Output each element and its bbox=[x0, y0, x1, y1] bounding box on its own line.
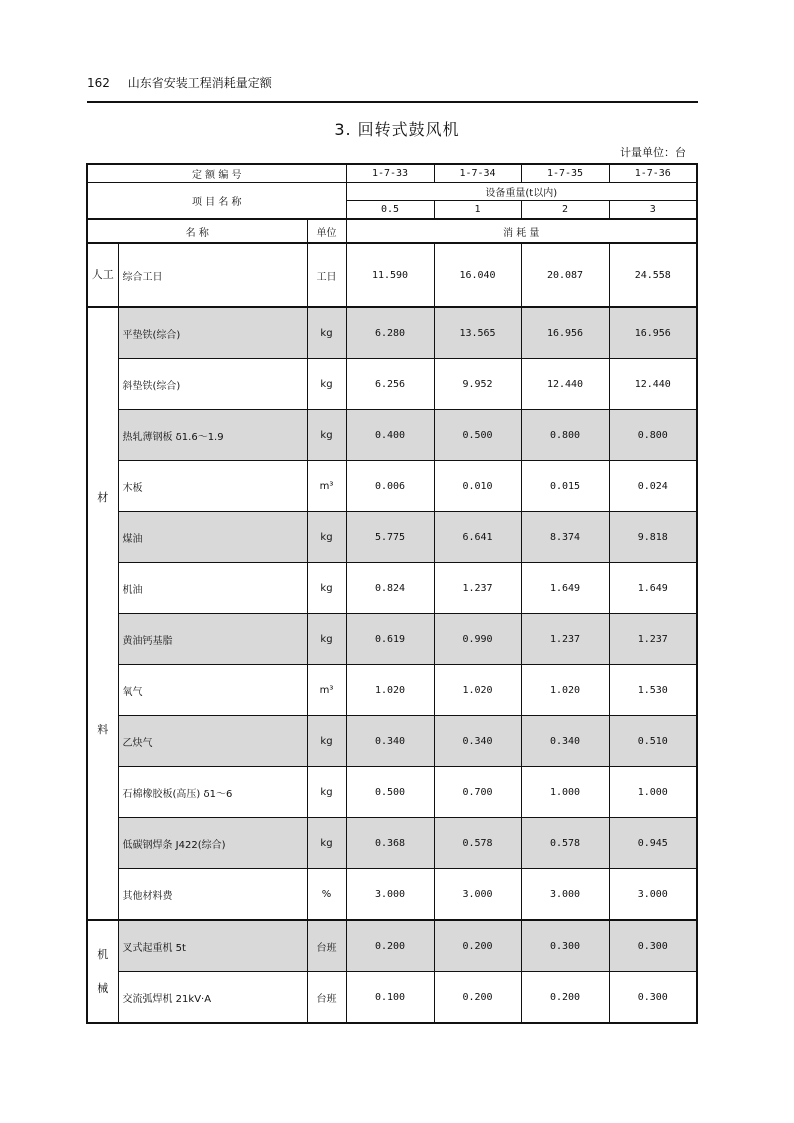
value-cell: 16.040 bbox=[434, 243, 521, 307]
item-unit: kg bbox=[307, 410, 346, 461]
item-unit: kg bbox=[307, 307, 346, 359]
value-cell: 16.956 bbox=[609, 307, 697, 359]
item-name: 机油 bbox=[118, 563, 307, 614]
value-cell: 8.374 bbox=[521, 512, 609, 563]
value-cell: 1.237 bbox=[609, 614, 697, 665]
value-cell: 0.200 bbox=[521, 972, 609, 1024]
value-cell: 0.578 bbox=[521, 818, 609, 869]
param-label: 设备重量(t以内) bbox=[346, 183, 697, 201]
material-category bbox=[87, 307, 118, 920]
item-unit: 台班 bbox=[307, 972, 346, 1024]
code-cell: 1-7-33 bbox=[346, 164, 434, 183]
code-cell: 1-7-36 bbox=[609, 164, 697, 183]
value-cell: 12.440 bbox=[609, 359, 697, 410]
value-cell: 0.006 bbox=[346, 461, 434, 512]
item-unit: 工日 bbox=[307, 243, 346, 307]
material-row bbox=[87, 767, 697, 818]
item-name: 综合工日 bbox=[118, 243, 307, 307]
material-row bbox=[87, 512, 697, 563]
value-cell: 3.000 bbox=[521, 869, 609, 921]
page-header bbox=[87, 73, 698, 103]
machine-row bbox=[87, 920, 697, 972]
param-label-row bbox=[87, 183, 697, 201]
item-unit: kg bbox=[307, 818, 346, 869]
material-category-bottom: 料 bbox=[97, 722, 109, 736]
value-cell: 0.500 bbox=[434, 410, 521, 461]
value-cell: 13.565 bbox=[434, 307, 521, 359]
value-cell: 0.800 bbox=[609, 410, 697, 461]
value-cell: 0.990 bbox=[434, 614, 521, 665]
value-cell: 9.952 bbox=[434, 359, 521, 410]
material-row bbox=[87, 359, 697, 410]
value-cell: 0.200 bbox=[434, 972, 521, 1024]
value-cell: 0.800 bbox=[521, 410, 609, 461]
value-cell: 1.237 bbox=[521, 614, 609, 665]
machine-row bbox=[87, 972, 697, 1024]
section-title: 3. 回转式鼓风机 bbox=[334, 120, 460, 139]
value-cell: 0.010 bbox=[434, 461, 521, 512]
value-cell: 0.700 bbox=[434, 767, 521, 818]
value-cell: 0.510 bbox=[609, 716, 697, 767]
unit-column-header: 单位 bbox=[307, 219, 346, 243]
value-cell: 20.087 bbox=[521, 243, 609, 307]
item-name: 黄油钙基脂 bbox=[118, 614, 307, 665]
value-cell: 11.590 bbox=[346, 243, 434, 307]
value-cell: 0.015 bbox=[521, 461, 609, 512]
value-cell: 16.956 bbox=[521, 307, 609, 359]
item-unit: m³ bbox=[307, 665, 346, 716]
page-number: 162 bbox=[87, 76, 110, 90]
material-row bbox=[87, 614, 697, 665]
item-name-label: 项 目 名 称 bbox=[87, 183, 346, 220]
material-category-top: 材 bbox=[97, 490, 109, 504]
value-cell: 6.280 bbox=[346, 307, 434, 359]
value-cell: 0.368 bbox=[346, 818, 434, 869]
item-name: 低碳钢焊条 J422(综合) bbox=[118, 818, 307, 869]
material-row bbox=[87, 665, 697, 716]
value-cell: 0.340 bbox=[521, 716, 609, 767]
item-name: 其他材料费 bbox=[118, 869, 307, 921]
value-cell: 1.020 bbox=[521, 665, 609, 716]
item-name: 平垫铁(综合) bbox=[118, 307, 307, 359]
value-cell: 0.500 bbox=[346, 767, 434, 818]
material-row bbox=[87, 818, 697, 869]
value-cell: 1.530 bbox=[609, 665, 697, 716]
item-name: 叉式起重机 5t bbox=[118, 920, 307, 972]
item-unit: kg bbox=[307, 359, 346, 410]
value-cell: 0.340 bbox=[434, 716, 521, 767]
item-unit: 台班 bbox=[307, 920, 346, 972]
value-cell: 0.824 bbox=[346, 563, 434, 614]
value-cell: 0.200 bbox=[346, 920, 434, 972]
value-cell: 0.945 bbox=[609, 818, 697, 869]
item-unit: m³ bbox=[307, 461, 346, 512]
machine-category-bottom: 械 bbox=[97, 981, 109, 995]
value-cell: 1.020 bbox=[346, 665, 434, 716]
machine-category-top: 机 bbox=[97, 947, 109, 961]
item-name: 交流弧焊机 21kV·A bbox=[118, 972, 307, 1024]
value-cell: 0.300 bbox=[521, 920, 609, 972]
item-unit: kg bbox=[307, 767, 346, 818]
item-name: 木板 bbox=[118, 461, 307, 512]
quota-number-row bbox=[87, 164, 697, 183]
value-cell: 3.000 bbox=[346, 869, 434, 921]
value-cell: 1.020 bbox=[434, 665, 521, 716]
value-cell: 1.000 bbox=[609, 767, 697, 818]
material-row bbox=[87, 563, 697, 614]
item-name: 乙炔气 bbox=[118, 716, 307, 767]
machine-category bbox=[87, 920, 118, 1023]
unit-note: 计量单位：台 bbox=[620, 146, 686, 159]
value-cell: 0.300 bbox=[609, 972, 697, 1024]
value-cell: 5.775 bbox=[346, 512, 434, 563]
consumption-column-header: 消 耗 量 bbox=[346, 219, 697, 243]
material-row bbox=[87, 461, 697, 512]
item-unit: kg bbox=[307, 563, 346, 614]
item-name: 石棉橡胶板(高压) δ1～6 bbox=[118, 767, 307, 818]
column-header-row bbox=[87, 219, 697, 243]
name-column-header: 名 称 bbox=[87, 219, 307, 243]
value-cell: 3.000 bbox=[434, 869, 521, 921]
value-cell: 1.237 bbox=[434, 563, 521, 614]
value-cell: 1.649 bbox=[609, 563, 697, 614]
param-cell: 1 bbox=[434, 201, 521, 220]
value-cell: 6.641 bbox=[434, 512, 521, 563]
quota-number-label: 定 额 编 号 bbox=[87, 164, 346, 183]
item-unit: kg bbox=[307, 716, 346, 767]
value-cell: 1.000 bbox=[521, 767, 609, 818]
category-gap bbox=[88, 509, 118, 719]
value-cell: 0.619 bbox=[346, 614, 434, 665]
param-cell: 0.5 bbox=[346, 201, 434, 220]
value-cell: 3.000 bbox=[609, 869, 697, 921]
material-row bbox=[87, 410, 697, 461]
labor-category: 人工 bbox=[87, 243, 118, 307]
value-cell: 1.649 bbox=[521, 563, 609, 614]
value-cell: 0.024 bbox=[609, 461, 697, 512]
quota-table bbox=[86, 163, 698, 1024]
material-row bbox=[87, 869, 697, 921]
category-gap bbox=[88, 966, 118, 978]
value-cell: 0.578 bbox=[434, 818, 521, 869]
value-cell: 0.400 bbox=[346, 410, 434, 461]
item-name: 热轧薄钢板 δ1.6～1.9 bbox=[118, 410, 307, 461]
labor-row bbox=[87, 243, 697, 307]
item-name: 煤油 bbox=[118, 512, 307, 563]
value-cell: 24.558 bbox=[609, 243, 697, 307]
material-row bbox=[87, 307, 697, 359]
value-cell: 0.100 bbox=[346, 972, 434, 1024]
value-cell: 12.440 bbox=[521, 359, 609, 410]
value-cell: 0.340 bbox=[346, 716, 434, 767]
value-cell: 6.256 bbox=[346, 359, 434, 410]
code-cell: 1-7-34 bbox=[434, 164, 521, 183]
value-cell: 0.200 bbox=[434, 920, 521, 972]
item-unit: % bbox=[307, 869, 346, 921]
book-title: 山东省安装工程消耗量定额 bbox=[127, 76, 272, 90]
param-cell: 2 bbox=[521, 201, 609, 220]
value-cell: 0.300 bbox=[609, 920, 697, 972]
param-cell: 3 bbox=[609, 201, 697, 220]
value-cell: 9.818 bbox=[609, 512, 697, 563]
item-name: 氧气 bbox=[118, 665, 307, 716]
material-row bbox=[87, 716, 697, 767]
item-unit: kg bbox=[307, 614, 346, 665]
item-name: 斜垫铁(综合) bbox=[118, 359, 307, 410]
item-unit: kg bbox=[307, 512, 346, 563]
code-cell: 1-7-35 bbox=[521, 164, 609, 183]
